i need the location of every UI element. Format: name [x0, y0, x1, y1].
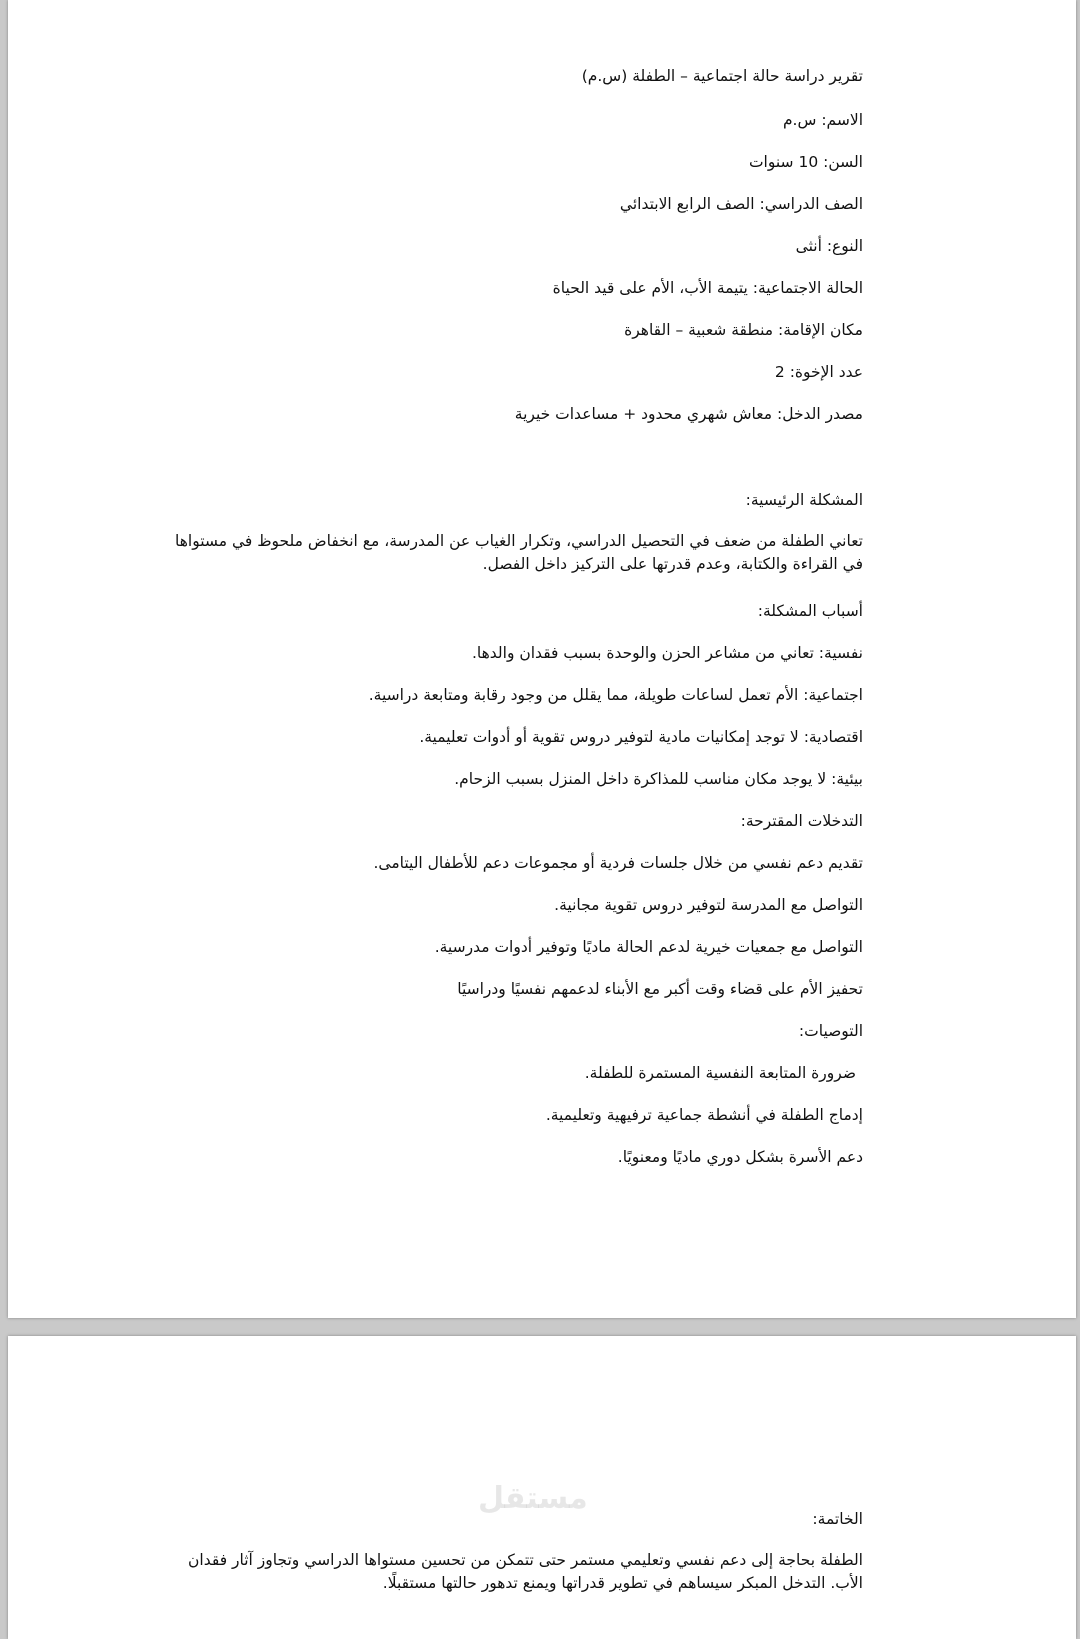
cause-item: نفسية: تعاني من مشاعر الحزن والوحدة بسبب فقدان والدها.	[471, 644, 863, 662]
field-residence: مكان الإقامة: منطقة شعبية – القاهرة	[624, 321, 863, 339]
field-name: الاسم: س.م	[782, 111, 863, 129]
cause-item: اقتصادية: لا توجد إمكانيات مادية لتوفير دروس تقوية أو أدوات تعليمية.	[419, 728, 863, 746]
interventions-heading: التدخلات المقترحة:	[740, 812, 863, 830]
field-siblings: عدد الإخوة: 2	[774, 363, 863, 381]
recommendations-heading: التوصيات:	[798, 1022, 863, 1040]
conclusion-text: الطفلة بحاجة إلى دعم نفسي وتعليمي مستمر حتى تتمكن من تحسين مستواها الدراسي وتجاوز آثار فقدان الأب. التدخل المبكر سيساهم في تطوير قدراتها ويمنع تدهور حالتها مستقبلًا.	[188, 1551, 863, 1592]
field-income: مصدر الدخل: معاش شهري محدود + مساعدات خيرية	[514, 405, 863, 423]
cause-item: بيئية: لا يوجد مكان مناسب للمذاكرة داخل المنزل بسبب الزحام.	[454, 770, 863, 788]
conclusion-heading: الخاتمة:	[812, 1510, 863, 1528]
document-page-1	[8, 0, 1076, 1318]
field-social-status: الحالة الاجتماعية: يتيمة الأب، الأم على قيد الحياة	[552, 279, 863, 297]
report-title: تقرير دراسة حالة اجتماعية – الطفلة (س.م)	[581, 67, 863, 85]
intervention-item: التواصل مع المدرسة لتوفير دروس تقوية مجانية.	[554, 896, 863, 914]
field-age: السن: 10 سنوات	[748, 153, 863, 171]
causes-heading: أسباب المشكلة:	[757, 602, 863, 620]
intervention-item: تقديم دعم نفسي من خلال جلسات فردية أو مجموعات دعم للأطفال اليتامى.	[373, 854, 863, 872]
document-page-2	[8, 1336, 1076, 1639]
recommendation-item: إدماج الطفلة في أنشطة جماعية ترفيهية وتعليمية.	[545, 1106, 863, 1124]
intervention-item: تحفيز الأم على قضاء وقت أكبر مع الأبناء لدعمهم نفسيًا ودراسيًا	[457, 980, 863, 998]
problem-text: تعاني الطفلة من ضعف في التحصيل الدراسي، وتكرار الغياب عن المدرسة، مع انخفاض ملحوظ في مستواها في القراءة والكتابة، وعدم قدرتها على التركيز داخل الفصل.	[175, 532, 863, 573]
cause-item: اجتماعية: الأم تعمل لساعات طويلة، مما يقلل من وجود رقابة ومتابعة دراسية.	[368, 686, 863, 704]
problem-heading: المشكلة الرئيسية:	[745, 491, 863, 509]
intervention-item: التواصل مع جمعيات خيرية لدعم الحالة ماديًا وتوفير أدوات مدرسية.	[434, 938, 863, 956]
field-gender: النوع: أنثى	[795, 237, 863, 255]
recommendation-item: دعم الأسرة بشكل دوري ماديًا ومعنويًا.	[617, 1148, 863, 1166]
field-grade: الصف الدراسي: الصف الرابع الابتدائي	[619, 195, 863, 213]
recommendation-item: ضرورة المتابعة النفسية المستمرة للطفلة.	[584, 1064, 856, 1082]
watermark-logo: مستقل	[478, 1481, 588, 1516]
